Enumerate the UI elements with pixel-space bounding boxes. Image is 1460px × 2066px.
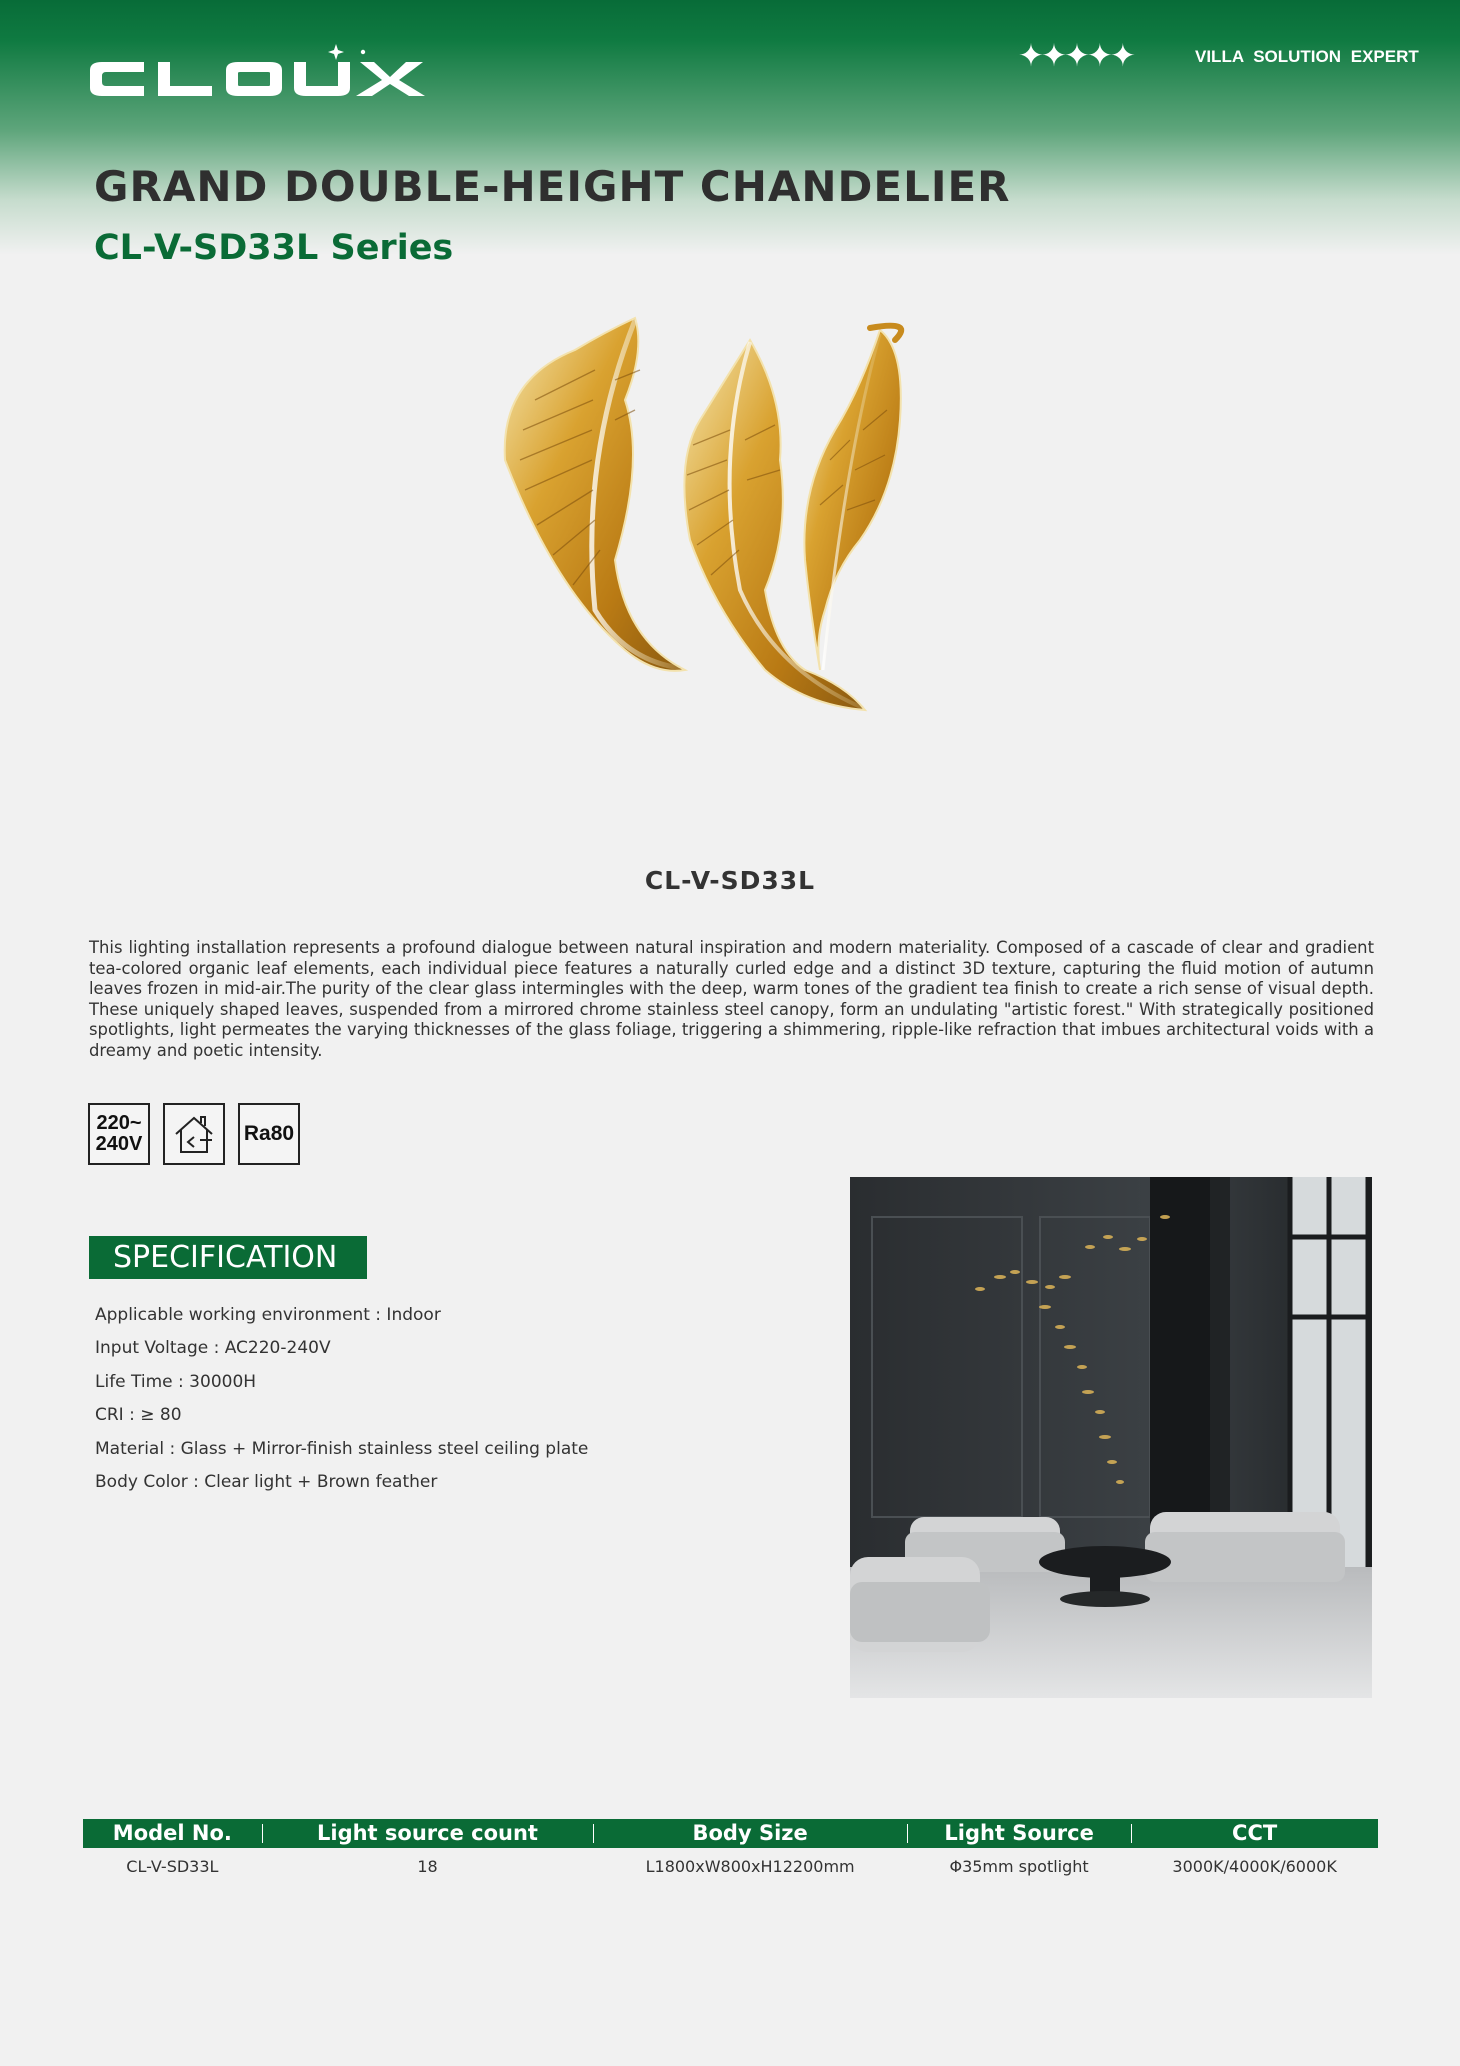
indoor-badge: [163, 1103, 225, 1165]
spec-life-time: Life Time : 30000H: [95, 1371, 257, 1392]
header-band: [0, 0, 1460, 260]
cell-body-size: L1800xW800xH12200mm: [645, 1856, 855, 1876]
feature-badges: [88, 1103, 300, 1165]
product-photo: [475, 310, 955, 820]
cri-badge: Ra80: [238, 1103, 300, 1165]
specification-table: [83, 1819, 1378, 1884]
glass-leaf-left: [505, 318, 685, 671]
spec-input-voltage: Input Voltage : AC220-240V: [95, 1338, 331, 1359]
specification-list: [95, 1303, 588, 1503]
column-header-cct: CCT: [1131, 1819, 1378, 1848]
column-header-body-size: Body Size: [593, 1819, 907, 1848]
spec-cri: CRI : ≥ 80: [95, 1405, 182, 1426]
series-subtitle: CL-V-SD33L Series: [94, 228, 454, 268]
specification-heading: SPECIFICATION: [89, 1236, 367, 1279]
cell-model: CL-V-SD33L: [126, 1856, 219, 1876]
spec-material: Material : Glass + Mirror-finish stainless steel ceiling plate: [95, 1438, 589, 1459]
page-title: GRAND DOUBLE-HEIGHT CHANDELIER: [94, 162, 1011, 211]
room-scene-photo: [850, 1177, 1372, 1698]
spec-environment: Applicable working environment : Indoor: [95, 1305, 441, 1325]
glass-leaf-right: [804, 326, 901, 670]
cell-light-count: 18: [417, 1856, 438, 1876]
cell-cct: 3000K/4000K/6000K: [1172, 1856, 1337, 1876]
column-header-light-source: Light Source: [907, 1819, 1131, 1848]
cell-light-source: Φ35mm spotlight: [949, 1856, 1089, 1876]
product-description: This lighting installation represents a profound dialogue between natural inspiration and modern materiality. Composed of a cascade of clear and gradient tea-colored organic leaf elements, each individual piece features a naturally curled edge and a distinct 3D texture, capturing the fluid motion of autumn leaves frozen in mid-air.The purity of the clear glass intermingles with the deep, warm tones of the gradient tea finish to create a rich sense of visual depth. These uniquely shaped leaves, suspended from a mirrored chrome stainless steel canopy, form an undulating "artistic forest." With strategically positioned spotlights, light permeates the varying thicknesses of the glass foliage, triggering a shimmering, ripple-like refraction that imbues architectural voids with a dreamy and poetic intensity.: [89, 938, 1374, 1060]
voltage-line-2: 240V: [95, 1133, 143, 1155]
tall-windows: [1290, 1177, 1368, 1567]
voltage-line-1: 220~: [96, 1112, 142, 1134]
brand-tagline: VILLA SOLUTION EXPERT: [1195, 47, 1419, 66]
model-caption: CL-V-SD33L: [644, 866, 816, 895]
column-header-model: Model No.: [83, 1819, 262, 1848]
indoor-house-icon: [170, 1110, 218, 1158]
column-header-light-count: Light source count: [262, 1819, 594, 1848]
voltage-badge: [88, 1103, 150, 1165]
rating-stars: ✦✦✦✦✦: [1018, 38, 1133, 74]
table-header-row: [83, 1819, 1378, 1848]
table-row: [83, 1848, 1378, 1884]
spec-body-color: Body Color : Clear light + Brown feather: [95, 1471, 438, 1492]
brand-logo: [80, 40, 440, 110]
